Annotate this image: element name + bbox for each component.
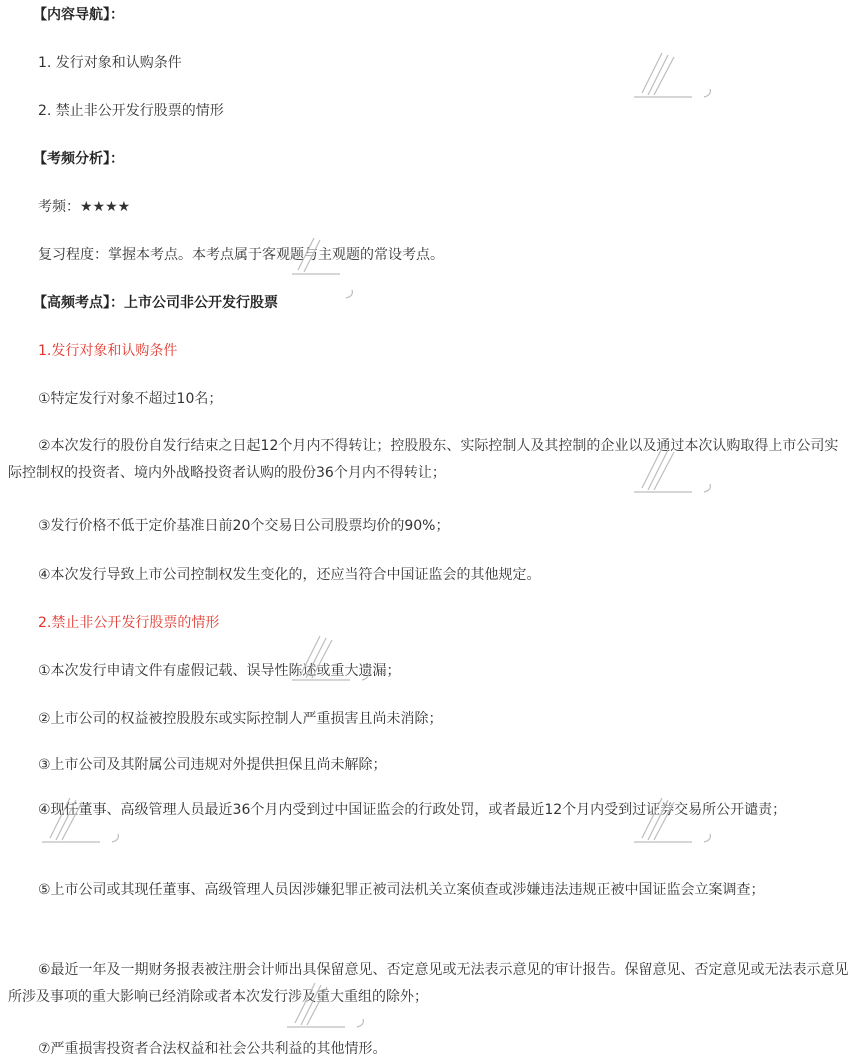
section2-item-4: ④现任董事、高级管理人员最近36个月内受到过中国证监会的行政处罚，或者最近12个月内受到过证券交易所公开谴责； [38, 802, 787, 818]
section1-item-4: ④本次发行导致上市公司控制权发生变化的，还应当符合中国证监会的其他规定。 [38, 567, 541, 583]
section2-title: 2.禁止非公开发行股票的情形 [38, 615, 220, 631]
section1-item-2: ②本次发行的股份自发行结束之日起12个月内不得转让；控股股东、实际控制人及其控制的企业以及通过本次认购取得上市公司实际控制权的投资者、境内外战略投资者认购的股份36个月内不得转让； [8, 438, 839, 481]
freq-label: 考频： [38, 199, 80, 215]
freq-stars: ★★★★ [80, 199, 131, 215]
section1-title: 1.发行对象和认购条件 [38, 343, 178, 359]
freq-heading: 【考频分析】： [33, 151, 124, 167]
section2-item-7: ⑦严重损害投资者合法权益和社会公共利益的其他情形。 [38, 1041, 387, 1057]
section2-item-2: ②上市公司的权益被控股股东或实际控制人严重损害且尚未消除； [38, 711, 443, 727]
topic-heading: 【高频考点】：上市公司非公开发行股票 [33, 295, 278, 311]
freq-line [38, 197, 130, 217]
section2-item-3: ③上市公司及其附属公司违规对外提供担保且尚未解除； [38, 757, 387, 773]
nav-heading: 【内容导航】： [33, 7, 124, 23]
review-text: 复习程度：掌握本考点。本考点属于客观题与主观题的常设考点。 [38, 247, 444, 263]
nav-item-2: 2. 禁止非公开发行股票的情形 [38, 103, 224, 119]
watermark-mark [290, 230, 370, 310]
watermark-mark [632, 45, 722, 105]
section1-item-1: ①特定发行对象不超过10名； [38, 391, 223, 407]
nav-item-1: 1. 发行对象和认购条件 [38, 55, 182, 71]
section2-item-5: ⑤上市公司或其现任董事、高级管理人员因涉嫌犯罪正被司法机关立案侦查或涉嫌违法违规正被中国证监会立案调查； [38, 882, 765, 898]
section2-item-1: ①本次发行申请文件有虚假记载、误导性陈述或重大遗漏； [38, 663, 401, 679]
section2-item-6: ⑥最近一年及一期财务报表被注册会计师出具保留意见、否定意见或无法表示意见的审计报告。保留意见、否定意见或无法表示意见所涉及事项的重大影响已经消除或者本次发行涉及重大重组的除外； [8, 962, 849, 1005]
section1-item-3: ③发行价格不低于定价基准日前20个交易日公司股票均价的90%； [38, 518, 450, 534]
